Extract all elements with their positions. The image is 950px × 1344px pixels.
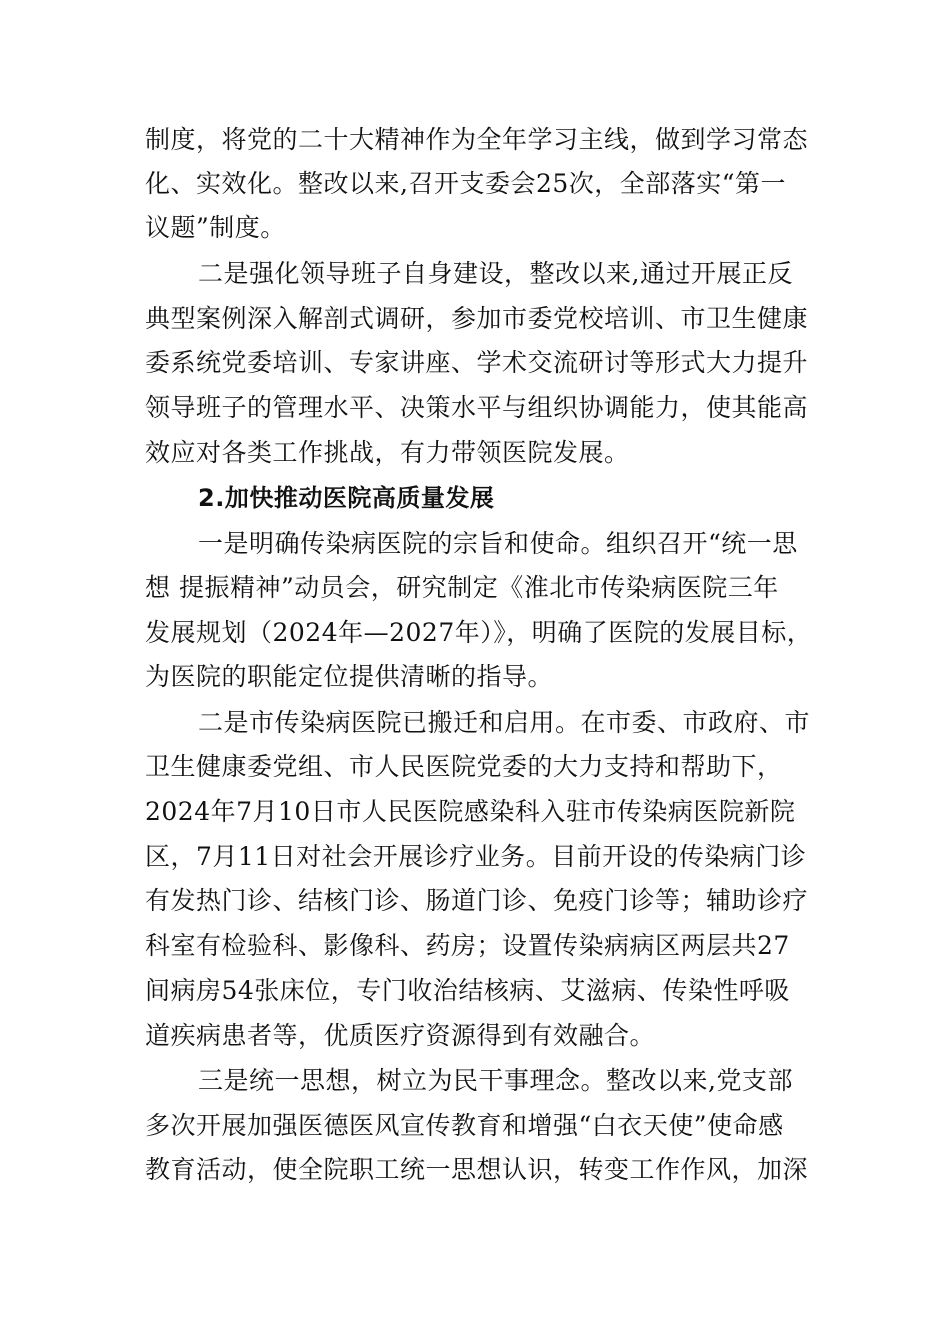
text-line: 典型案例深入解剖式调研，参加市委党校培训、市卫生健康	[145, 304, 809, 333]
paragraph-start: 二是市传染病医院已搬迁和启用。在市委、市政府、市	[198, 708, 811, 737]
text-line: 道疾病患者等，优质医疗资源得到有效融合。	[145, 1021, 656, 1050]
paragraph-start: 二是强化领导班子自身建设，整改以来,通过开展正反	[198, 259, 793, 288]
text-line: 有发热门诊、结核门诊、肠道门诊、免疫门诊等；辅助诊疗	[145, 886, 809, 915]
text-line: 发展规划（2024年—2027年）》，明确了医院的发展目标，	[145, 618, 813, 647]
text-line: 为医院的职能定位提供清晰的指导。	[145, 662, 554, 691]
text-line: 议题”制度。	[145, 213, 286, 242]
text-line: 多次开展加强医德医风宣传教育和增强“白衣天使”使命感	[145, 1111, 784, 1140]
text-line: 间病房54张床位，专门收治结核病、艾滋病、传染性呼吸	[145, 976, 790, 1005]
text-line: 制度，将党的二十大精神作为全年学习主线，做到学习常态	[145, 125, 809, 154]
text-line: 领导班子的管理水平、决策水平与组织协调能力，使其能高	[145, 393, 809, 422]
section-heading: 2.加快推动医院高质量发展	[198, 484, 495, 512]
text-line: 想 提振精神”动员会，研究制定《淮北市传染病医院三年	[145, 573, 779, 602]
text-line: 化、实效化。整改以来,召开支委会25次，全部落实“第一	[145, 169, 787, 198]
paragraph-start: 三是统一思想，树立为民干事理念。整改以来,党支部	[198, 1066, 793, 1095]
text-line: 2024年7月10日市人民医院感染科入驻市传染病医院新院	[145, 797, 796, 826]
text-line: 效应对各类工作挑战，有力带领医院发展。	[145, 438, 630, 467]
text-line: 教育活动，使全院职工统一思想认识，转变工作作风，加深	[145, 1155, 809, 1184]
paragraph-start: 一是明确传染病医院的宗旨和使命。组织召开“统一思	[198, 529, 798, 558]
text-line: 卫生健康委党组、市人民医院党委的大力支持和帮助下，	[145, 752, 783, 781]
text-line: 科室有检验科、影像科、药房；设置传染病病区两层共27	[145, 931, 790, 960]
text-line: 区，7月11日对社会开展诊疗业务。目前开设的传染病门诊	[145, 842, 807, 871]
text-line: 委系统党委培训、专家讲座、学术交流研讨等形式大力提升	[145, 348, 809, 377]
